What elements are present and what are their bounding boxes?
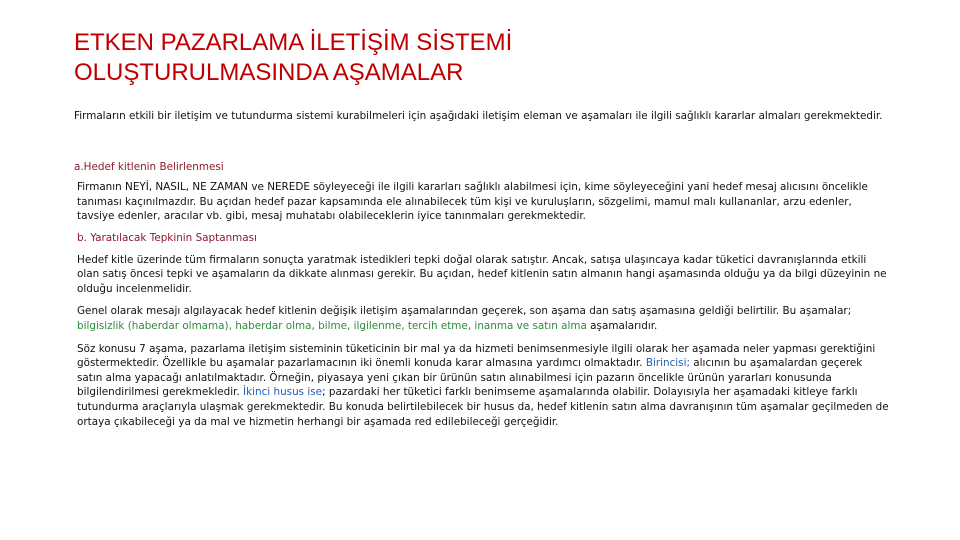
para2-text-before: Genel olarak mesajı algılayacak hedef kitlenin değişik iletişim aşamalarından geçerek, son aşama dan satış aşamasına geldiği belirtilir. Bu aşamalar; <box>77 305 852 318</box>
stages-list-highlight: bilgisizlik (haberdar olmama), haberdar olma, bilme, ilgilenme, tercih etme, inanma ve satın alma <box>77 319 587 332</box>
section-a-paragraph: Firmanın NEYİ, NASIL, NE ZAMAN ve NEREDE söyleyeceği ile ilgili kararları sağlıklı alabilmesi için, kime söyleyeceğini yani hedef mesaj alıcısını öncelikle tanıması kaçınılmazdır. Bu açıdan hedef pazar kapsamında ele alınabilecek tüm kişi ve kuruluşların, sözgelimi, mamul malı kullananlar, arzu edenler, tavsiye edenler, aracılar vb. gibi, mesaj muhatabı olabileceklerin iyice tanınmaları gerekmektedir. <box>77 181 868 223</box>
para2-text-after: aşamalarıdır. <box>586 319 658 332</box>
title-line-2: OLUŞTURULMASINDA AŞAMALAR <box>74 59 464 86</box>
intro-paragraph: Firmaların etkili bir iletişim ve tutundurma sistemi kurabilmeleri için aşağıdaki iletişim eleman ve aşamaları ile ilgili sağlıklı kararlar almaları gerekmektedir. <box>74 110 883 122</box>
section-a-heading: a.Hedef kitlenin Belirlenmesi <box>74 160 224 173</box>
second-point-highlight: İkinci husus ise <box>243 386 323 399</box>
slide-body <box>74 109 890 437</box>
page-title <box>74 28 894 88</box>
section-b-paragraph-1: Hedef kitle üzerinde tüm firmaların sonuçta yaratmak istedikleri tepki doğal olarak satıştır. Ancak, satışa ulaşıncaya kadar tüketici davranışlarında etkili olan satış öncesi tepki ve aşamaların da dikkate alınması gerekir. Bu açıdan, hedef kitlenin satın almanın hangi aşamasında olduğu ya da bilgi düzeyinin ne olduğu incelenmelidir. <box>77 253 887 295</box>
title-line-1: ETKEN PAZARLAMA İLETİŞİM SİSTEMİ <box>74 29 513 56</box>
first-point-highlight: Birincisi; <box>645 357 690 370</box>
section-b-heading: b. Yaratılacak Tepkinin Saptanması <box>77 231 257 244</box>
section-b-paragraph-2 <box>74 304 890 333</box>
para3-text-2: alıcının bu aşamalardan geçerek satın alma yapacağı anlatılmaktadır. Örneğin, piyasaya yeni çıkan bir ürünün satın alınabilmesi için pazarın öncelikle ürünün yararları konusunda bilgilendirilmesi gerekmekledir. <box>77 357 863 399</box>
para3-text-3: ; pazardaki her tüketici farklı benimseme aşamalarında olabilir. Dolayısıyla her aşamadaki kitleye farklı tutundurma araçlarıyla ulaşmak gerekmektedir. Bu konuda belirtilebilecek bir husus da, hedef kitlenin satın alma davranışının tüm aşamalar geçilmeden de ortaya çıkabileceği ya da mal ve hizmetin herhangi bir aşamada red edilebileceği gerçeğidir. <box>77 386 889 428</box>
para3-text-1: Söz konusu 7 aşama, pazarlama iletişim sisteminin tüketicinin bir mal ya da hizmeti benimsenmesiyle ilgili olarak her aşamada neler yapması gerektiğini göstermektedir. Özellikle bu aşamalar pazarlamacının iki önemli konuda karar almasına yardımcı olmaktadır. <box>77 342 876 370</box>
section-b-paragraph-3 <box>74 342 890 430</box>
